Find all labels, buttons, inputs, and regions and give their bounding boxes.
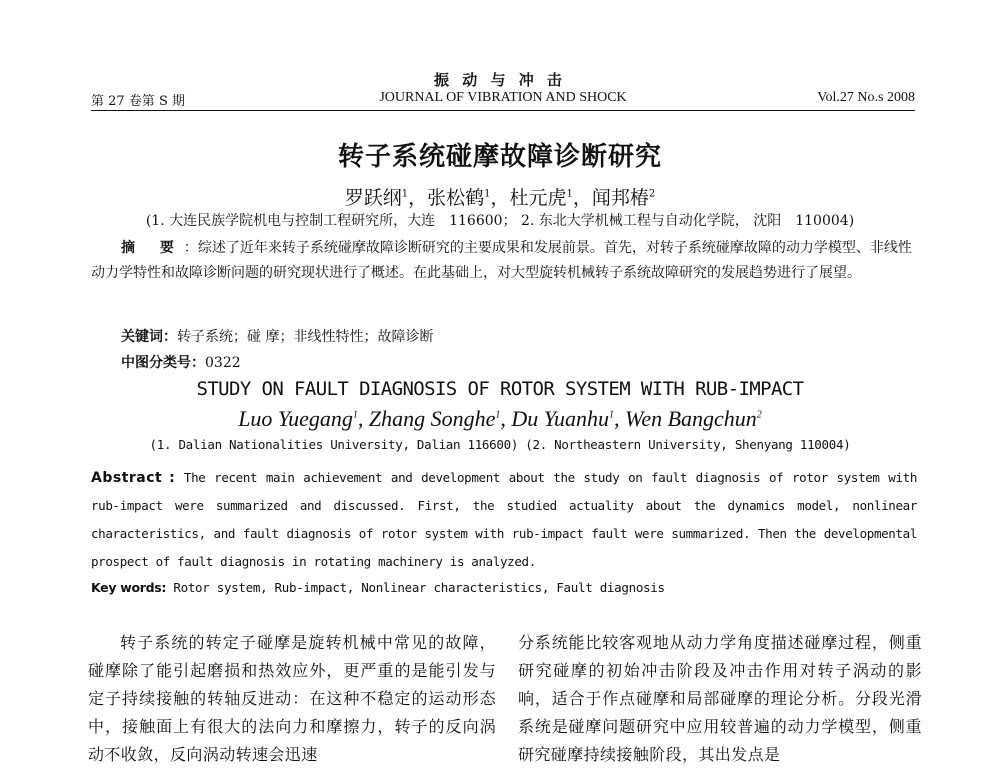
author-separator: ， [408,187,428,209]
author-en: Luo Yuegang [238,406,353,431]
keywords-cn-label: 关键词： [121,329,177,345]
keywords-en-text: Rotor system, Rub-impact, Nonlinear characteristics, Fault diagnosis [173,580,665,595]
abstract-cn-label: 摘 要 [121,240,184,256]
abstract-en-label: Abstract : [91,470,176,486]
author-separator: , [614,406,626,431]
author-affil-sup: 1 [566,188,573,200]
keywords-cn-text: 转子系统；碰 摩；非线性特性；故障诊断 [177,329,434,345]
keywords-cn [121,326,433,346]
author-affil-sup: 1 [609,409,615,421]
abstract-cn [91,236,917,286]
running-header [91,90,915,110]
clc-value: 0322 [205,355,241,371]
author-affil-sup: 1 [495,409,501,421]
paper-title-en: STUDY ON FAULT DIAGNOSIS OF ROTOR SYSTEM WITH RUB-IMPACT [196,378,804,400]
body-column-right: 分系统能比较客观地从动力学角度描述碰摩过程，侧重研究碰摩的初始冲击阶段及冲击作用对转子涡动的影响，适合于作点碰摩和局部碰摩的理论分析。分段光滑系统是碰摩问题研究中应用较普遍的动力学模型，侧重研究碰摩持续接触阶段，其出发点是 [518,633,922,764]
author-cn: 张松鹤 [427,187,485,209]
author-separator: ， [572,187,592,209]
abstract-en [91,464,917,576]
volume-issue-en: Vol.27 No.s 2008 [817,90,915,105]
clc-number [121,352,241,372]
author-cn: 杜元虎 [509,187,567,209]
keywords-en-label: Key words: [91,580,167,595]
keywords-en [91,580,917,595]
affiliation-en: (1. Dalian Nationalities University, Dalian 116600) (2. Northeastern University, Shenyang 110004) [149,437,851,452]
author-cn: 罗跃纲 [344,187,402,209]
author-affil-sup: 1 [484,188,491,200]
author-en: Du Yuanhu [511,406,610,431]
header-rule [91,110,915,111]
abstract-cn-text: ：综述了近年来转子系统碰摩故障诊断研究的主要成果和发展前景。首先，对转子系统碰摩故障的动力学模型、非线性动力学特性和故障诊断问题的研究现状进行了概述。在此基础上，对大型旋转机械转子系统故障研究的发展趋势进行了展望。 [91,240,912,281]
author-cn: 闻邦椿 [591,187,649,209]
author-separator: , [357,406,369,431]
clc-label: 中图分类号： [121,355,205,371]
author-affil-sup: 2 [648,188,656,200]
affiliation-cn: (1. 大连民族学院机电与控制工程研究所，大连 116600； 2. 东北大学机械工程与自动化学院， 沈阳 110004) [145,213,855,229]
body-column-left: 转子系统的转定子碰摩是旋转机械中常见的故障，碰摩除了能引起磨损和热效应外，更严重的是能引发与定子持续接触的转轴反进动：在这种不稳定的运动形态中，接触面上有很大的法向力和摩擦力，转子的反向涡动不收敛，反向涡动转速会迅速 [88,633,496,764]
authors-en [0,406,1000,432]
abstract-en-text: The recent main achievement and development about the study on fault diagnosis of rotor system with rub-impact were summarized and discussed. First, the studied actuality about the dynamics model, nonlinear characteristics, and fault diagnosis of rotor system with rub-impact fault were summarized. Then the developmental prospect of fault diagnosis in rotating machinery is analyzed. [91,470,918,569]
author-separator: , [500,406,512,431]
author-separator: ， [490,187,510,209]
journal-name-en: JOURNAL OF VIBRATION AND SHOCK [379,90,627,105]
author-en: Wen Bangchun [625,406,757,431]
author-affil-sup: 1 [352,409,358,421]
author-affil-sup: 1 [401,188,409,200]
journal-name-cn: 振 动 与 冲 击 [434,71,566,89]
paper-title-cn: 转子系统碰摩故障诊断研究 [337,142,662,172]
volume-issue-cn: 第 27 卷第 S 期 [91,94,185,109]
author-affil-sup: 2 [756,409,762,421]
author-en: Zhang Songhe [368,406,496,431]
authors-cn [0,183,1000,210]
